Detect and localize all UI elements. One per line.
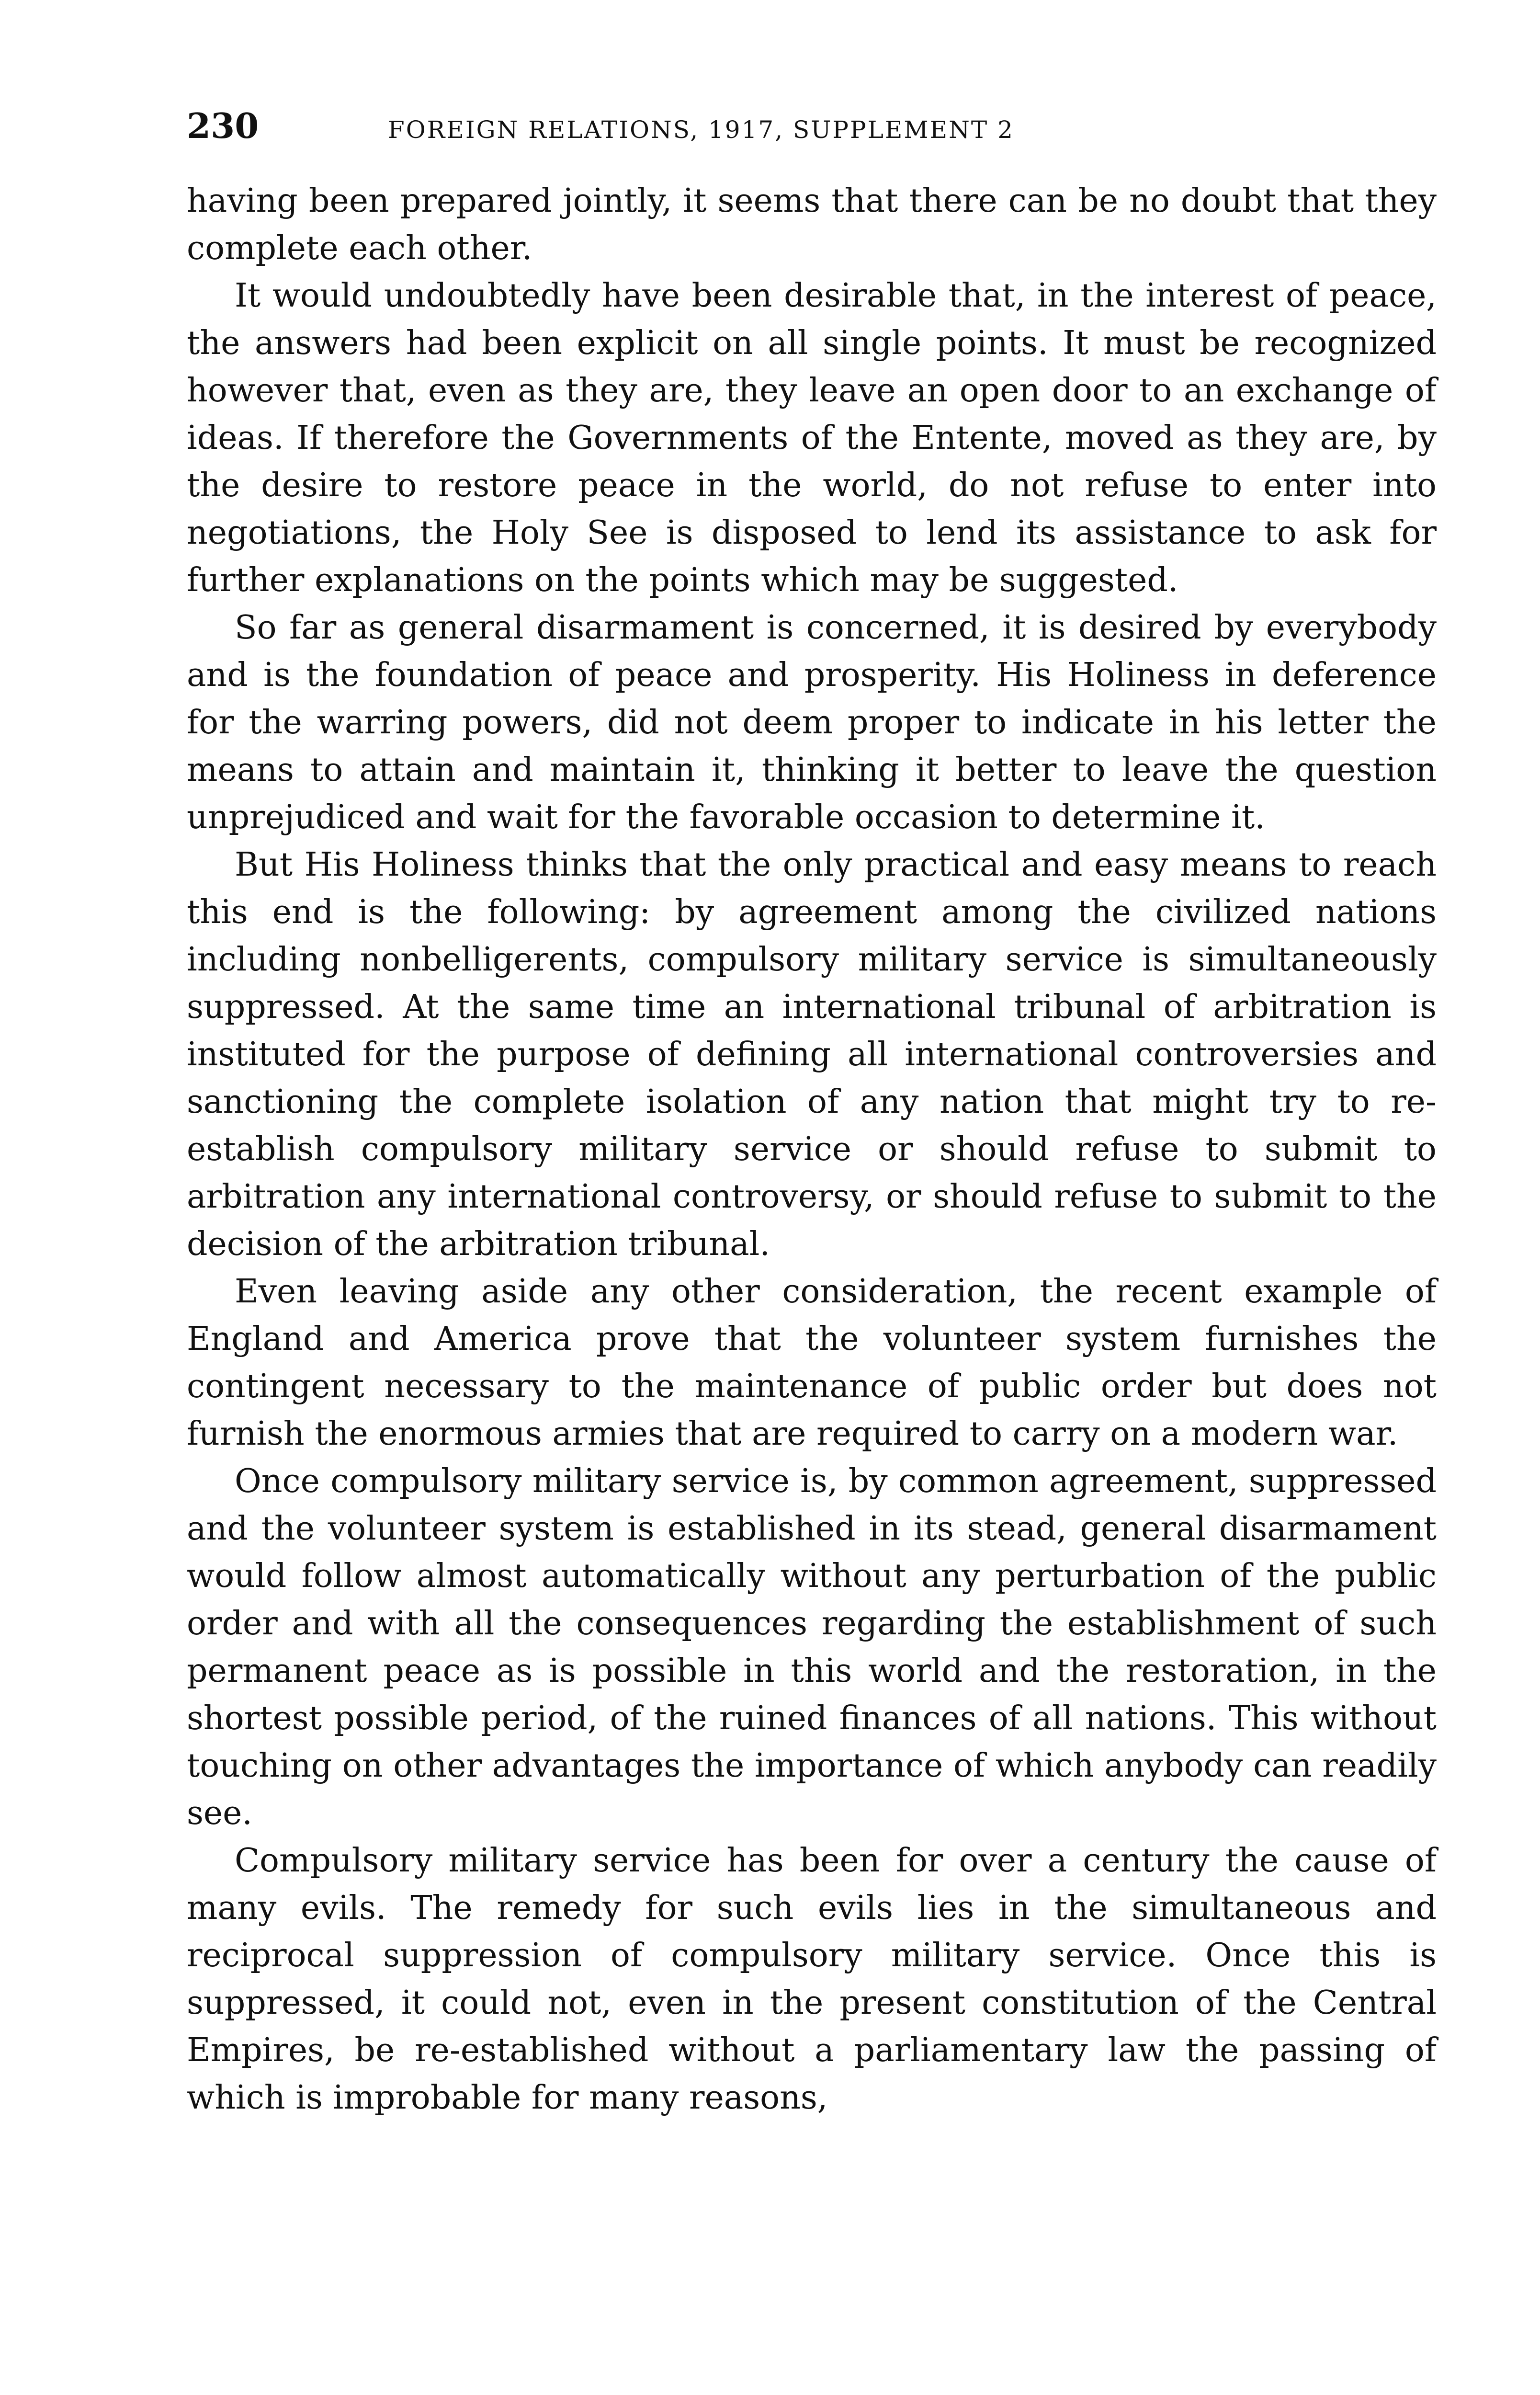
paragraph: But His Holiness thinks that the only practical and easy means to reach this end is the following: by agreement among the civilized nations including nonbelligerents, compulsory military service is simultaneously suppressed. At the same time an international tribunal of arbitration is instituted for the purpose of defining all international controversies and sanctioning the complete isolation of any nation that might try to re-establish compulsory military service or should refuse to submit to arbitration any international controversy, or should refuse to submit to the decision of the arbitration tribunal. [187, 846, 1437, 1263]
paragraph: So far as general disarmament is concerned, it is desired by everybody and is the foundation of peace and prosperity. His Holiness in deference for the warring powers, did not deem proper to indicate in his letter the means to attain and maintain it, thinking it better to leave the question unprejudiced and wait for the favorable occasion to determine it. [187, 609, 1437, 836]
running-title: FOREIGN RELATIONS, 1917, SUPPLEMENT 2 [388, 116, 1014, 144]
document-page [187, 105, 1437, 2121]
page-number: 230 [187, 105, 259, 146]
paragraph: Compulsory military service has been for over a century the cause of many evils. The remedy for such evils lies in the simultaneous and reciprocal suppression of compulsory military service. Once this is suppressed, it could not, even in the present constitution of the Central Empires, be re-established without a parliamentary law the passing of which is improbable for many reasons, [187, 1842, 1437, 2117]
page-header [187, 105, 1437, 168]
paragraph: It would undoubtedly have been desirable that, in the interest of peace, the answers had been explicit on all single points. It must be recognized however that, even as they are, they leave an open door to an exchange of ideas. If therefore the Governments of the Entente, moved as they are, by the desire to restore peace in the world, do not refuse to enter into negotiations, the Holy See is disposed to lend its assistance to ask for further explanations on the points which may be suggested. [187, 277, 1437, 599]
paragraph: Even leaving aside any other consideration, the recent example of England and America prove that the volunteer system furnishes the contingent necessary to the maintenance of public order but does not furnish the enormous armies that are required to carry on a modern war. [187, 1273, 1437, 1453]
paragraph: having been prepared jointly, it seems that there can be no doubt that they complete each other. [187, 182, 1437, 267]
paragraph: Once compulsory military service is, by common agreement, suppressed and the volunteer system is established in its stead, general disarmament would follow almost automatically without any perturbation of the public order and with all the consequences regarding the establishment of such permanent peace as is possible in this world and the restoration, in the shortest possible period, of the ruined finances of all nations. This without touching on other advantages the importance of which anybody can readily see. [187, 1462, 1437, 1832]
body-text [187, 177, 1437, 2121]
